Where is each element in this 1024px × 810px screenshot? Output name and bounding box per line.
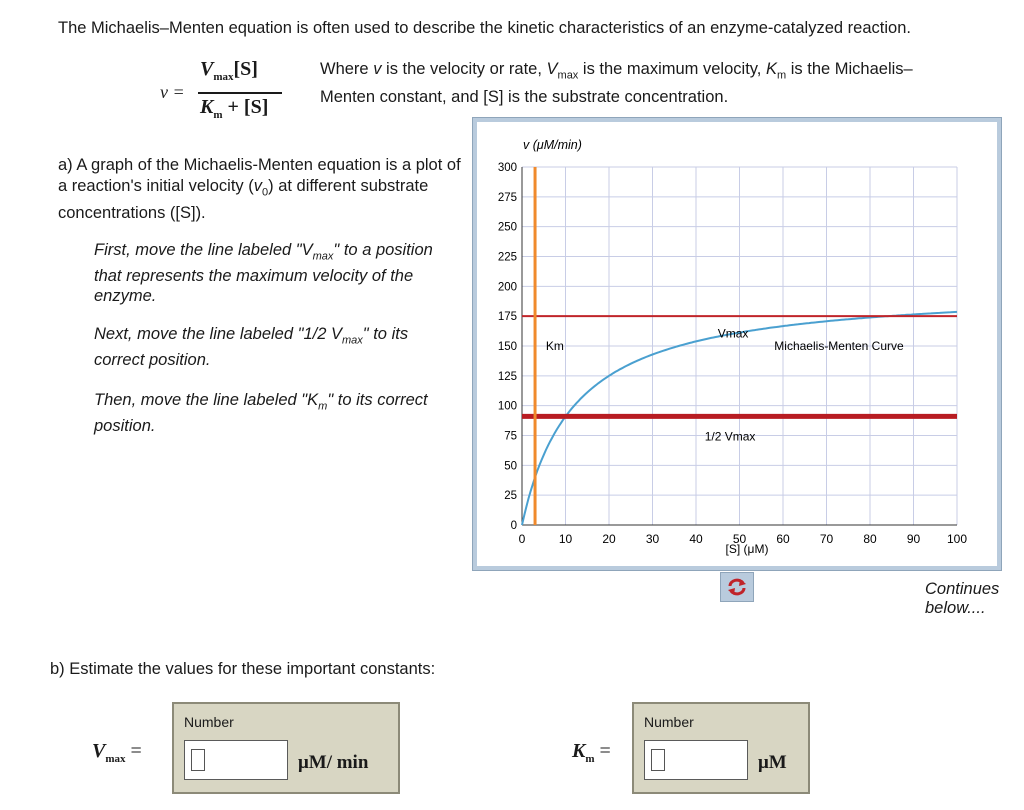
x-tick-label: 50	[732, 532, 747, 546]
michaelis-menten-chart	[477, 122, 999, 568]
continues-note: Continues below....	[925, 580, 1000, 617]
x-tick-label: 0	[518, 532, 526, 546]
km-number-label: Number	[644, 714, 694, 730]
part-a-text: a) A graph of the Michaelis-Menten equation is a plot of a reaction's initial velocity $(v_0)$ at different substrate concentrations ([S]).	[58, 156, 461, 223]
chart-frame	[472, 117, 1002, 571]
km-symbol: $K_m$ =	[572, 740, 611, 765]
intro-text: The Michaelis–Menten equation is often used to describe the kinetic characteristics of an enzyme-catalyzed reaction.	[58, 19, 911, 37]
reset-button[interactable]	[720, 572, 754, 602]
y-tick-label: 75	[504, 430, 517, 443]
vmax-answer-box	[172, 702, 400, 794]
part-b-text: b) Estimate the values for these important constants:	[50, 660, 436, 678]
km-answer-box	[632, 702, 810, 794]
y-tick-label: 125	[497, 370, 517, 383]
x-tick-label: 40	[689, 532, 703, 546]
vmax-unit: μM/ min	[298, 752, 369, 773]
y-tick-label: 275	[497, 191, 517, 204]
equation-numerator: $V_{max}[S]$	[200, 58, 258, 83]
vmax-line-label: Vmax	[717, 326, 749, 341]
y-tick-label: 100	[497, 400, 517, 413]
x-tick-label: 20	[602, 532, 616, 546]
x-tick-label: 60	[776, 532, 790, 546]
y-axis-label: v (μM/min)	[523, 138, 582, 152]
vmax-number-label: Number	[184, 714, 234, 730]
equation-lhs: v =	[160, 82, 185, 102]
y-tick-label: 175	[497, 311, 517, 324]
instruction-vmax: First, move the line labeled "$V_{max}$" to a position that represents the maximum velocity of the enzyme.	[94, 241, 433, 306]
y-tick-label: 200	[497, 281, 517, 294]
x-tick-label: 30	[645, 532, 660, 546]
x-tick-label: 90	[906, 532, 921, 546]
instruction-km: Then, move the line labeled "$K_m$" to its correct position.	[94, 391, 428, 436]
curve-label: Michaelis-Menten Curve	[774, 339, 904, 353]
y-tick-label: 300	[497, 162, 517, 174]
michaelis-menten-equation	[160, 58, 290, 130]
vmax-input-caret	[191, 749, 205, 771]
y-tick-label: 250	[497, 221, 517, 234]
vmax-input[interactable]	[184, 740, 288, 780]
y-tick-label: 25	[504, 490, 517, 503]
km-line-label: Km	[545, 339, 564, 353]
x-tick-label: 80	[863, 532, 877, 546]
fraction-bar	[198, 92, 282, 94]
vmax-symbol: $V_{max}$ =	[92, 740, 142, 765]
y-tick-label: 225	[497, 251, 517, 264]
km-unit: μM	[758, 752, 787, 773]
equation-denominator: $K_m + [S]$	[200, 96, 269, 121]
x-axis-label: [S] (μM)	[725, 542, 769, 556]
km-input-caret	[651, 749, 665, 771]
equation-definitions: Where v is the velocity or rate, $V_{max}$ is the maximum velocity, $K_m$ is the Michaelis– Menten constant, and [S] is the substrate concentration.	[320, 60, 913, 107]
refresh-icon	[727, 578, 747, 596]
km-input[interactable]	[644, 740, 748, 780]
x-tick-label: 100	[946, 532, 968, 546]
x-tick-label: 70	[819, 532, 834, 546]
y-tick-label: 50	[504, 460, 517, 473]
half-vmax-line-label: 1/2 Vmax	[704, 429, 756, 444]
y-tick-label: 150	[497, 341, 517, 353]
instruction-half-vmax: Next, move the line labeled "1/2 $V_{max}$" to its correct position.	[94, 325, 409, 370]
x-tick-label: 10	[558, 532, 573, 546]
y-tick-label: 0	[510, 520, 517, 532]
